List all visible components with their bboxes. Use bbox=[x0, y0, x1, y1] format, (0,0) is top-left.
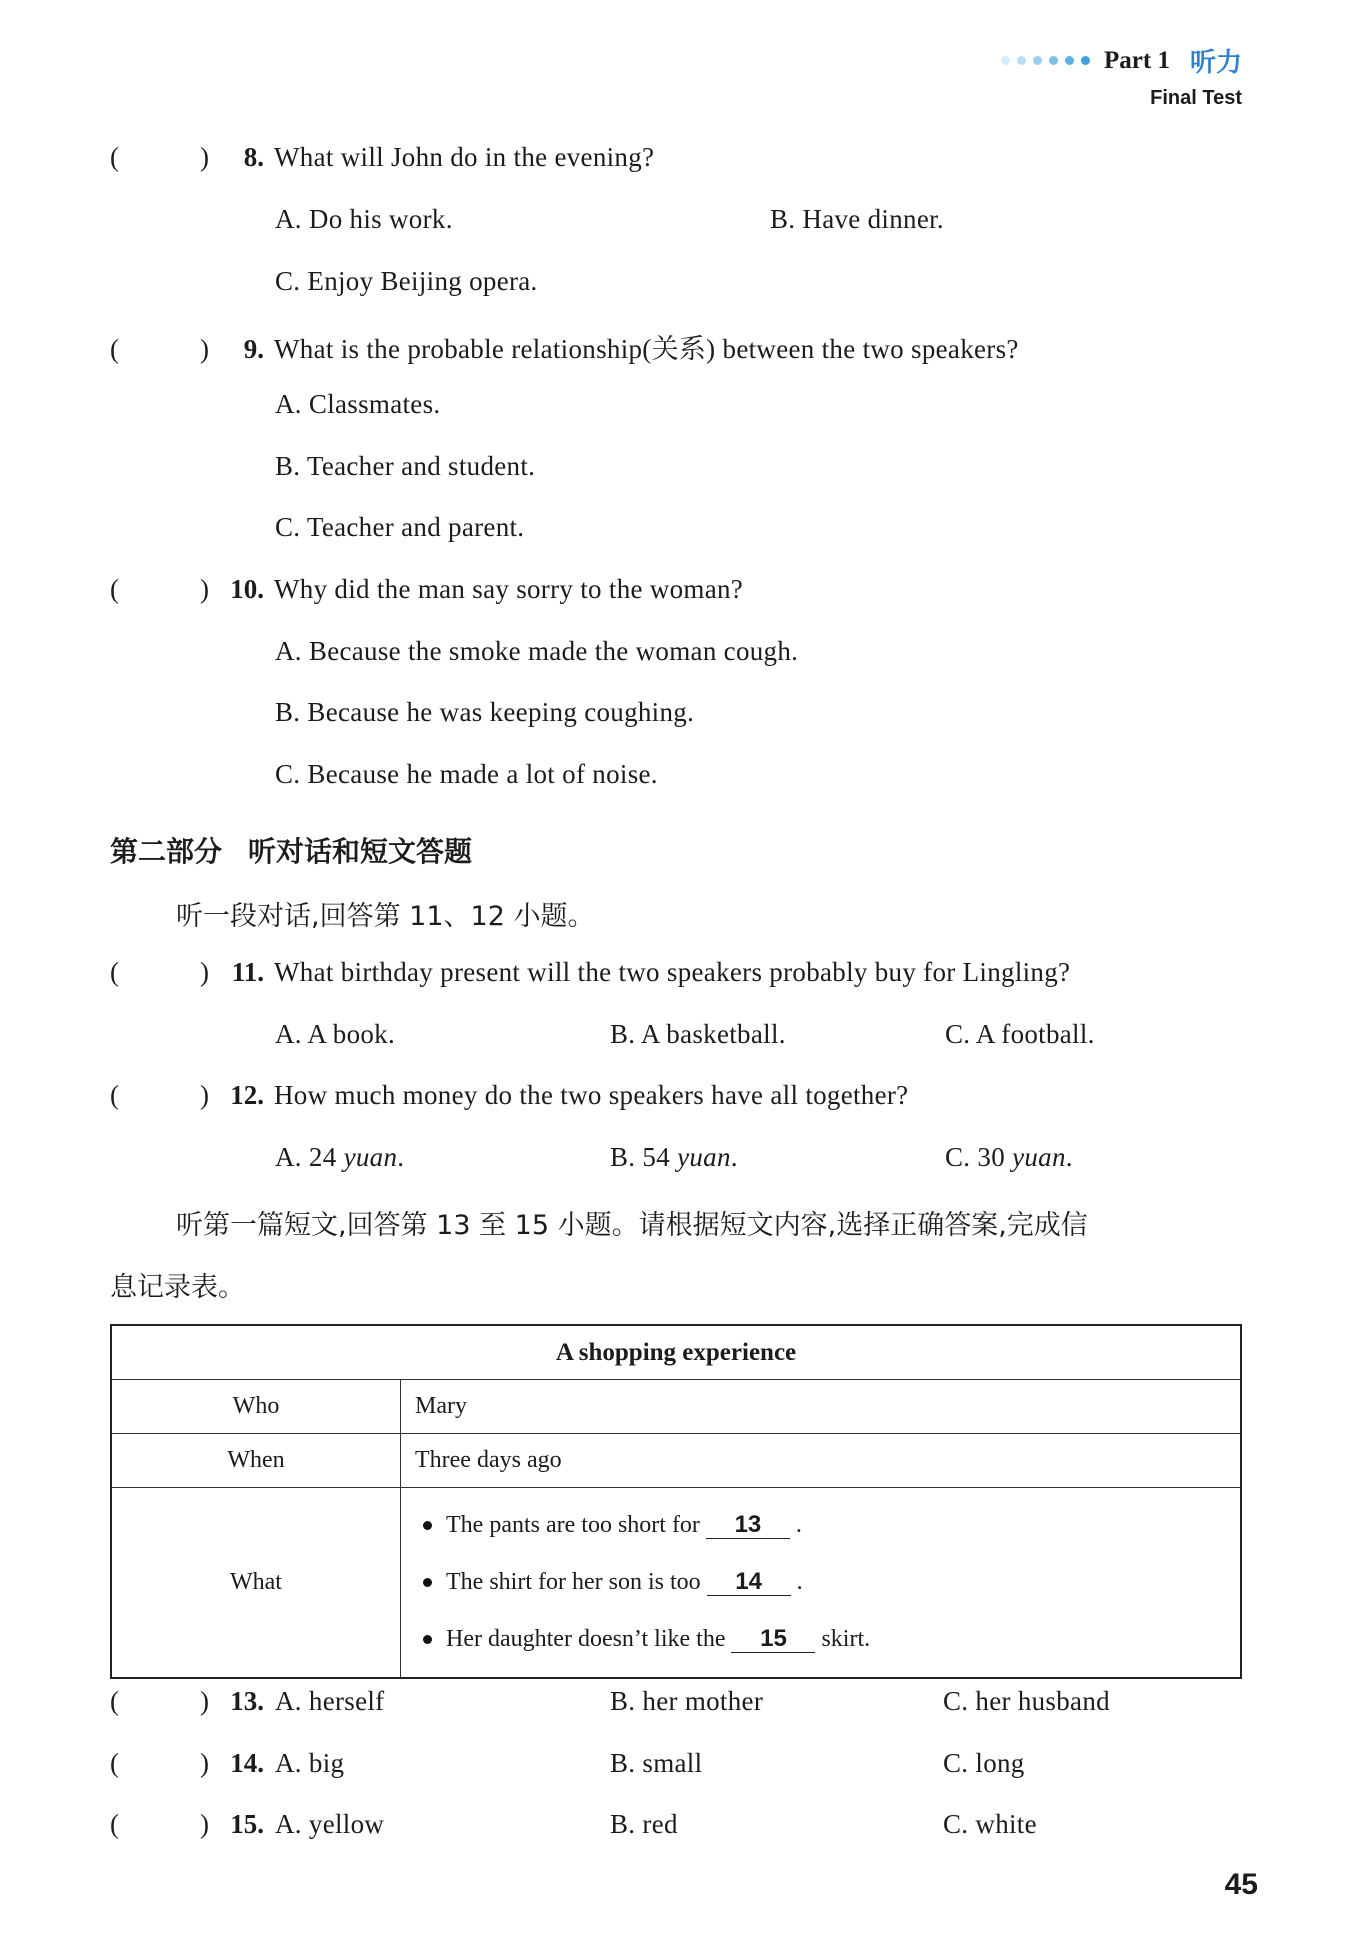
what-list bbox=[415, 1489, 1239, 1676]
question-text: Why did the man say sorry to the woman? bbox=[274, 574, 744, 604]
option-unit: yuan bbox=[677, 1142, 731, 1172]
option-a: A. big bbox=[275, 1748, 345, 1778]
question-number: 8. bbox=[243, 142, 264, 172]
option-end: . bbox=[730, 1142, 738, 1172]
option-label: A. 24 bbox=[275, 1142, 337, 1172]
question-number: 10. bbox=[230, 574, 264, 604]
option-unit: yuan bbox=[343, 1142, 398, 1172]
list-item bbox=[415, 1554, 1239, 1611]
instruction-passage-line2: 息记录表。 bbox=[110, 1272, 245, 1303]
page-number: 45 bbox=[1224, 1868, 1258, 1901]
blank-14[interactable]: 14 bbox=[707, 1569, 791, 1596]
option-c: C. Teacher and parent. bbox=[275, 512, 525, 542]
answer-paren-close: ) bbox=[200, 1686, 209, 1716]
option-c: C. white bbox=[943, 1809, 1037, 1839]
option-b bbox=[610, 1142, 738, 1173]
section-heading bbox=[110, 830, 472, 870]
item-text: Her daughter doesn’t like the bbox=[446, 1626, 726, 1652]
part-chinese-label: 听力 bbox=[1189, 48, 1242, 78]
blank-15[interactable]: 15 bbox=[731, 1626, 815, 1653]
question-number: 15. bbox=[230, 1809, 264, 1839]
option-c: C. Enjoy Beijing opera. bbox=[275, 266, 538, 296]
part-label: Part 1 bbox=[1104, 46, 1170, 74]
option-c bbox=[945, 1142, 1073, 1173]
option-b: B. Have dinner. bbox=[770, 204, 944, 234]
question-text: What will John do in the evening? bbox=[274, 142, 655, 172]
answer-paren-close: ) bbox=[200, 574, 209, 604]
question-number: 9. bbox=[243, 334, 264, 364]
answer-paren-open: ( bbox=[110, 1809, 119, 1839]
question-14 bbox=[110, 1748, 264, 1779]
table-key: When bbox=[111, 1434, 401, 1488]
option-label: C. 30 bbox=[945, 1142, 1006, 1172]
answer-paren-close: ) bbox=[200, 1809, 209, 1839]
question-text: How much money do the two speakers have all together? bbox=[274, 1080, 909, 1110]
option-b: B. Because he was keeping coughing. bbox=[275, 697, 695, 727]
option-b: B. her mother bbox=[610, 1686, 764, 1716]
answer-paren-close: ) bbox=[200, 1080, 209, 1110]
option-c: C. Because he made a lot of noise. bbox=[275, 759, 658, 789]
option-b: B. Teacher and student. bbox=[275, 451, 536, 481]
table-key: What bbox=[111, 1488, 401, 1679]
instruction-passage-line1: 听第一篇短文,回答第 13 至 15 小题。请根据短文内容,选择正确答案,完成信 bbox=[176, 1210, 1088, 1241]
question-13 bbox=[110, 1686, 264, 1717]
shopping-info-table bbox=[110, 1324, 1242, 1679]
option-unit: yuan bbox=[1012, 1142, 1066, 1172]
option-c: C. A football. bbox=[945, 1019, 1095, 1049]
option-a: A. Because the smoke made the woman cough. bbox=[275, 636, 799, 666]
table-value bbox=[401, 1488, 1242, 1679]
answer-paren-close: ) bbox=[200, 957, 209, 987]
section-title: 听对话和短文答题 bbox=[248, 835, 473, 868]
option-b: B. small bbox=[610, 1748, 703, 1778]
option-a: A. Classmates. bbox=[275, 389, 441, 419]
bullet-icon bbox=[423, 1521, 432, 1530]
decorative-dots bbox=[1001, 56, 1090, 65]
question-12 bbox=[110, 1080, 908, 1111]
bullet-icon bbox=[423, 1578, 432, 1587]
answer-paren-open: ( bbox=[110, 334, 119, 364]
dot-icon bbox=[1017, 56, 1026, 65]
answer-paren-close: ) bbox=[200, 334, 209, 364]
table-row bbox=[111, 1434, 1241, 1488]
answer-paren-open: ( bbox=[110, 1748, 119, 1778]
item-text: The shirt for her son is too bbox=[446, 1569, 701, 1595]
page-header bbox=[1001, 42, 1242, 110]
option-c: C. her husband bbox=[943, 1686, 1110, 1716]
option-a: A. A book. bbox=[275, 1019, 396, 1049]
question-15 bbox=[110, 1809, 264, 1840]
list-item bbox=[415, 1497, 1239, 1554]
table-value: Mary bbox=[401, 1380, 1242, 1434]
question-number: 13. bbox=[230, 1686, 264, 1716]
item-text-end: . bbox=[796, 1569, 803, 1595]
option-label: B. 54 bbox=[610, 1142, 671, 1172]
list-item bbox=[415, 1611, 1239, 1668]
section-label: 第二部分 bbox=[110, 835, 223, 868]
item-text-end: skirt. bbox=[821, 1626, 871, 1652]
question-9 bbox=[110, 327, 1019, 366]
answer-paren-open: ( bbox=[110, 574, 119, 604]
table-row bbox=[111, 1380, 1241, 1434]
question-11 bbox=[110, 957, 1070, 988]
option-a: A. Do his work. bbox=[275, 204, 453, 234]
answer-paren-close: ) bbox=[200, 1748, 209, 1778]
header-subtitle: Final Test bbox=[1150, 87, 1242, 109]
dot-icon bbox=[1049, 56, 1058, 65]
question-number: 11. bbox=[231, 957, 264, 987]
question-number: 14. bbox=[230, 1748, 264, 1778]
dot-icon bbox=[1081, 56, 1090, 65]
option-a: A. yellow bbox=[275, 1809, 385, 1839]
answer-paren-open: ( bbox=[110, 1080, 119, 1110]
table-title: A shopping experience bbox=[111, 1325, 1241, 1380]
answer-paren-open: ( bbox=[110, 1686, 119, 1716]
table-key: Who bbox=[111, 1380, 401, 1434]
option-b: B. red bbox=[610, 1809, 678, 1839]
bullet-icon bbox=[423, 1635, 432, 1644]
question-number: 12. bbox=[230, 1080, 264, 1110]
dot-icon bbox=[1001, 56, 1010, 65]
option-c: C. long bbox=[943, 1748, 1025, 1778]
item-text: The pants are too short for bbox=[446, 1512, 700, 1538]
question-text: What is the probable relationship(关系) between the two speakers? bbox=[274, 334, 1019, 364]
answer-paren-close: ) bbox=[200, 142, 209, 172]
question-text: What birthday present will the two speakers probably buy for Lingling? bbox=[274, 957, 1071, 987]
blank-13[interactable]: 13 bbox=[706, 1512, 790, 1539]
dot-icon bbox=[1033, 56, 1042, 65]
option-a: A. herself bbox=[275, 1686, 385, 1716]
option-end: . bbox=[1065, 1142, 1073, 1172]
option-a bbox=[275, 1142, 404, 1173]
answer-paren-open: ( bbox=[110, 957, 119, 987]
item-text-end: . bbox=[795, 1512, 802, 1538]
question-8 bbox=[110, 142, 654, 173]
option-end: . bbox=[397, 1142, 405, 1172]
table-value: Three days ago bbox=[401, 1434, 1242, 1488]
dot-icon bbox=[1065, 56, 1074, 65]
question-10 bbox=[110, 574, 743, 605]
instruction-dialogue: 听一段对话,回答第 11、12 小题。 bbox=[176, 901, 595, 932]
answer-paren-open: ( bbox=[110, 142, 119, 172]
option-b: B. A basketball. bbox=[610, 1019, 786, 1049]
table-row bbox=[111, 1488, 1241, 1679]
